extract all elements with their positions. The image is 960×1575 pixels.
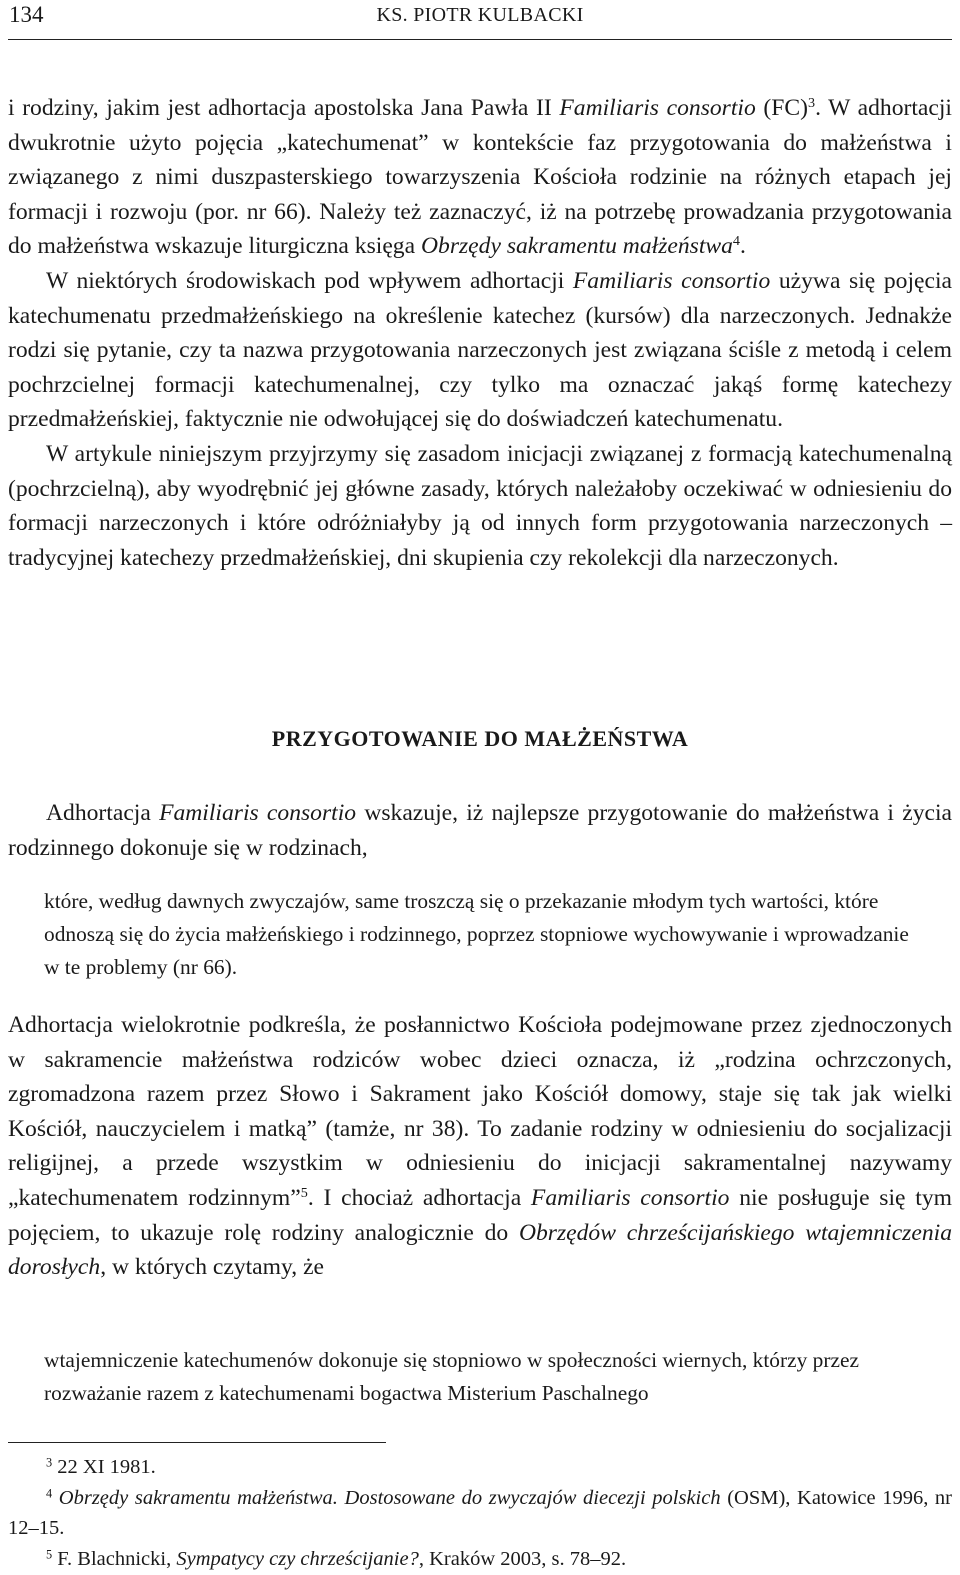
page-header <box>0 0 960 40</box>
footnote-marker: 5 <box>300 1185 308 1202</box>
body-block-3 <box>8 1008 952 1285</box>
italic-text: Obrzędów chrześcijańskiego wtajemniczenia dorosłych <box>8 1219 952 1281</box>
italic-text: Familiaris consortio <box>572 267 771 294</box>
text-run: , w których czytamy, że <box>100 1254 325 1281</box>
running-head: KS. PIOTR KULBACKI <box>376 4 584 26</box>
paragraph-4 <box>8 796 952 865</box>
text-run: i rodziny, jakim jest adhortacja apostolska Jana Pawła II <box>8 95 560 121</box>
footnote-marker: 3 <box>46 1455 53 1470</box>
text-run: W artykule niniejszym przyjrzymy się zasadom inicjacji związanej z formacją katechumenalną (pochrzcielną), aby wyodrębnić jej główne zasady, których należałoby oczekiwać w odniesieniu do formacji narzeczonych i które odróżniałyby ją od innych form przygotowania narzeczonych – tradycyjnej katechezy przedmałżeńskiej, dni skupienia czy rekolekcji dla narzeczonych. <box>8 440 952 571</box>
text-run: F. Blachnicki, <box>52 1547 177 1570</box>
text-run: Adhortacja <box>46 800 160 826</box>
paragraph-5 <box>8 1008 952 1285</box>
text-run <box>52 1487 59 1509</box>
paragraph-1 <box>8 91 952 264</box>
footnote-marker: 5 <box>46 1546 53 1561</box>
italic-text: Obrzędy sakramentu małżeństwa. Dostosowane do zwyczajów diecezji polskich <box>58 1486 721 1509</box>
text-run: , Kraków 2003, s. 78–92. <box>418 1547 627 1570</box>
block-quote-2 <box>44 1344 914 1410</box>
quote-paragraph-1 <box>44 885 914 984</box>
footnote-4 <box>8 1483 952 1544</box>
italic-text: Familiaris consortio <box>530 1184 730 1211</box>
text-run: (FC) <box>755 95 808 121</box>
text-run: . <box>740 233 746 260</box>
paragraph-3 <box>8 437 952 575</box>
footnote-marker: 4 <box>732 233 740 250</box>
body-block-2 <box>8 796 952 865</box>
header-rule <box>8 39 952 40</box>
text-run: . W adhortacji dwukrotnie użyto pojęcia „katechumenat” w kontekście faz przygotowania do małżeństwa i związanego z nimi duszpasterskiego towarzyszenia Kościoła rodzinie na różnych etapach jej formacji i rozwoju (por. nr 66). Należy też zaznaczyć, iż na potrzebę prowadzania przygotowania do małżeństwa wskazuje liturgiczna księga <box>8 95 952 260</box>
italic-text: Obrzędy sakramentu małżeństwa <box>420 233 733 260</box>
footnote-5 <box>8 1544 952 1575</box>
section-heading: PRZYGOTOWANIE DO MAŁŻEŃSTWA <box>271 726 689 751</box>
block-quote-1 <box>44 885 914 984</box>
quote-paragraph-2 <box>44 1344 914 1410</box>
footnote-marker: 3 <box>807 95 816 112</box>
text-run: które, według dawnych zwyczajów, same troszczą się o przekazanie młodym tych wartości, które odnoszą się do życia małżeńskiego i rodzinnego, poprzez stopniowe wychowywanie i wprowadzanie w te problemy (nr 66). <box>44 889 909 979</box>
footnote-rule <box>8 1442 386 1443</box>
body-block-1 <box>8 91 952 575</box>
text-run: używa się pojęcia katechumenatu przedmałżeńskiego na określenie katechez (kursów) dla narzeczonych. Jednakże rodzi się pytanie, czy ta nazwa przygotowania narzeczonych jest związana ściśle z metodą i celem pochrzcielnej formacji katechumenalnej, czy tylko ma oznaczać jakąś formę katechezy przedmałżeńskiej, faktycznie nie odwołującej się do doświadczeń katechumenatu. <box>8 267 952 433</box>
italic-text: Sympatycy czy chrześcijanie? <box>176 1547 419 1570</box>
text-run: nie posługuje się tym pojęciem, to ukazuje rolę rodziny analogicznie do <box>8 1184 952 1246</box>
text-run: . I chociaż adhortacja <box>307 1184 531 1211</box>
italic-text: Familiaris consortio <box>559 95 756 121</box>
text-run: Adhortacja wielokrotnie podkreśla, że posłannictwo Kościoła podejmowane przez zjednoczonych w sakramencie małżeństwa rodziców wobec dzieci oznacza, iż „rodzina ochrzczonych, zgromadzona razem przez Słowo i Sakrament jako Kościół domowy, staje się tak jak wielki Kościół, nauczycielem i matką” (tamże, nr 38). To zadanie rodziny w odniesieniu do socjalizacji religijnej, a przede wszystkim w odniesieniu do inicjacji sakramentalnej nazywamy „katechumenatem rodzinnym” <box>8 1012 952 1211</box>
text-run: (OSM), Katowice 1996, nr 12–15. <box>8 1486 953 1539</box>
footnote-marker: 4 <box>46 1485 53 1500</box>
footnotes <box>8 1452 952 1574</box>
text-run: W niektórych środowiskach pod wpływem adhortacji <box>46 267 573 294</box>
text-run: 22 XI 1981. <box>52 1456 156 1478</box>
footnote-3 <box>8 1452 952 1483</box>
paragraph-2 <box>8 264 952 437</box>
text-run: wtajemniczenie katechumenów dokonuje się stopniowo w społeczności wiernych, którzy przez rozważanie razem z katechumenami bogactwa Misterium Paschalnego <box>44 1348 859 1405</box>
italic-text: Familiaris consortio <box>159 800 357 826</box>
page-number: 134 <box>9 2 44 27</box>
text-run: wskazuje, iż najlepsze przygotowanie do małżeństwa i życia rodzinnego dokonuje się w rodzinach, <box>8 800 952 861</box>
